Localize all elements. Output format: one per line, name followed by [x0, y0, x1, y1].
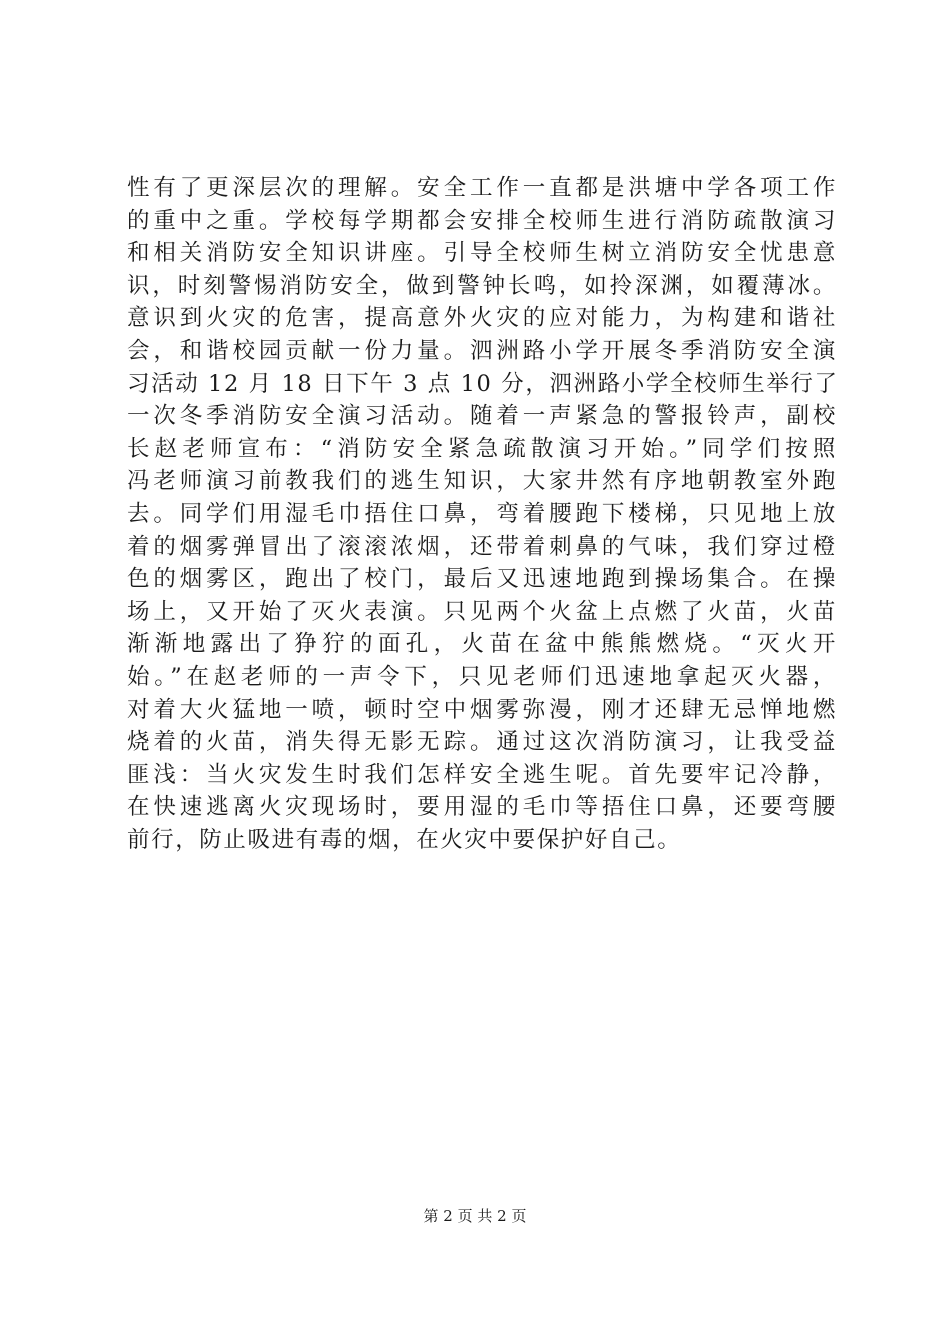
text-line: 会，和谐校园贡献一份力量。泗洲路小学开展冬季消防安全演: [127, 337, 837, 364]
text-line: 始。”在赵老师的一声令下，只见老师们迅速地拿起灭火器，: [127, 663, 837, 690]
text-line: 和相关消防安全知识讲座。引导全校师生树立消防安全忧患意: [127, 240, 837, 267]
text-line: 在快速逃离火灾现场时，要用湿的毛巾等捂住口鼻，还要弯腰: [127, 794, 837, 821]
text-line: 习活动 12 月 18 日下午 3 点 10 分，泗洲路小学全校师生举行了: [127, 370, 839, 397]
text-line: 长赵老师宣布：“消防安全紧急疏散演习开始。”同学们按照: [127, 435, 837, 462]
text-line: 场上，又开始了灭火表演。只见两个火盆上点燃了火苗，火苗: [127, 598, 837, 625]
page-footer: 第 2 页 共 2 页: [423, 1207, 527, 1225]
text-line: 渐渐地露出了狰狞的面孔，火苗在盆中熊熊燃烧。“灭火开: [127, 631, 837, 658]
text-line: 匪浅：当火灾发生时我们怎样安全逃生呢。首先要牢记冷静，: [127, 761, 837, 788]
text-line: 着的烟雾弹冒出了滚滚浓烟，还带着刺鼻的气味，我们穿过橙: [127, 533, 837, 560]
text-line: 一次冬季消防安全演习活动。随着一声紧急的警报铃声，副校: [127, 403, 837, 430]
text-line-last: 前行，防止吸进有毒的烟，在火灾中要保护好自己。: [127, 826, 682, 853]
text-line: 对着大火猛地一喷，顿时空中烟雾弥漫，刚才还肆无忌惮地燃: [127, 696, 837, 723]
text-line: 色的烟雾区，跑出了校门，最后又迅速地跑到操场集合。在操: [127, 566, 837, 593]
text-line: 性有了更深层次的理解。安全工作一直都是洪塘中学各项工作: [127, 175, 837, 201]
text-line: 意识到火灾的危害，提高意外火灾的应对能力，为构建和谐社: [127, 305, 837, 332]
text-line: 烧着的火苗，消失得无影无踪。通过这次消防演习，让我受益: [127, 729, 837, 756]
text-line: 的重中之重。学校每学期都会安排全校师生进行消防疏散演习: [127, 207, 837, 234]
text-line: 去。同学们用湿毛巾捂住口鼻，弯着腰跑下楼梯，只见地上放: [127, 500, 837, 527]
body-paragraph: [127, 172, 837, 856]
text-line: 识，时刻警惕消防安全，做到警钟长鸣，如拎深渊，如覆薄冰。: [127, 272, 837, 299]
text-line: 冯老师演习前教我们的逃生知识，大家井然有序地朝教室外跑: [127, 468, 837, 495]
